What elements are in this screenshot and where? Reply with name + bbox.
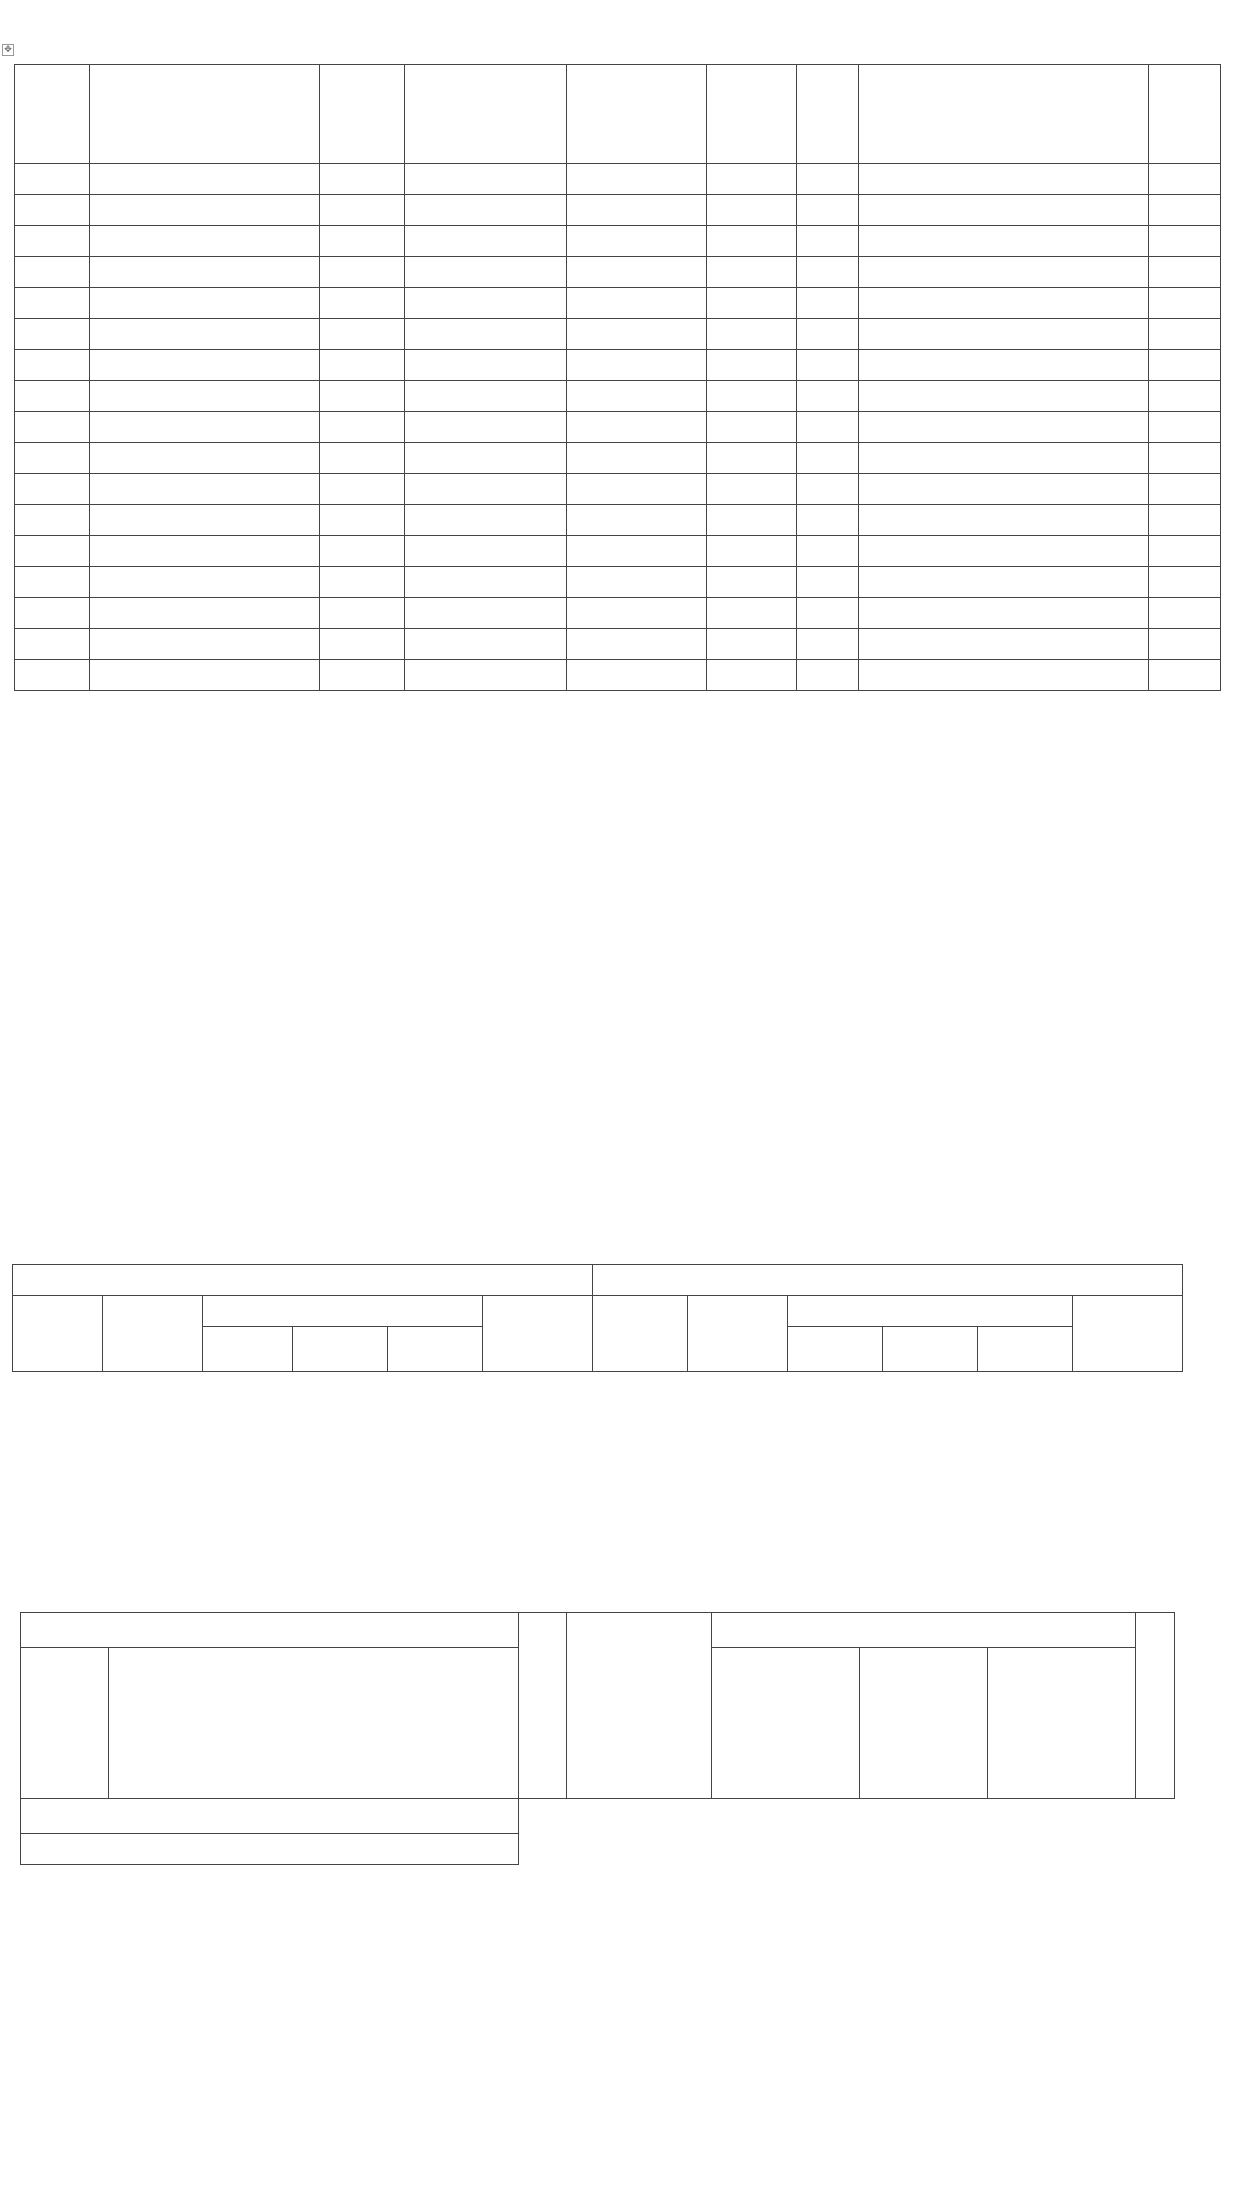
s1-cell: [90, 288, 320, 319]
s1-cell: [90, 350, 320, 381]
s1-cell: [15, 350, 90, 381]
s1-cell: [567, 381, 707, 412]
s1-cell: [320, 350, 405, 381]
s1-cell: [405, 629, 567, 660]
s1-cell: [405, 412, 567, 443]
s1-cell: [320, 381, 405, 412]
s2-group-budget: [13, 1265, 593, 1296]
s1-cell: [797, 412, 859, 443]
s1-cell: [707, 629, 797, 660]
s1-cell: [859, 660, 1149, 691]
s1-cell: [1149, 412, 1221, 443]
s1-cell: [320, 505, 405, 536]
s1-cell: [15, 195, 90, 226]
s1-cell: [405, 164, 567, 195]
s3-column-number-row: [21, 1799, 1175, 1834]
s1-cell: [859, 412, 1149, 443]
s1-cell: [90, 629, 320, 660]
s1-cell: [707, 567, 797, 598]
s1-cell: [1149, 164, 1221, 195]
s1-cell: [90, 660, 320, 691]
s1-cell: [567, 257, 707, 288]
s1-cell: [567, 505, 707, 536]
s1-cell: [320, 474, 405, 505]
s1-cell: [405, 319, 567, 350]
s1-cell: [567, 629, 707, 660]
s1-cell: [567, 319, 707, 350]
s1-h-amount-1: [320, 65, 405, 164]
s1-cell: [1149, 443, 1221, 474]
s1-cell: [859, 319, 1149, 350]
s1-cell: [707, 505, 797, 536]
s1-cell: [320, 412, 405, 443]
table-row: [15, 350, 1221, 381]
s1-cell: [320, 598, 405, 629]
s1-cell: [90, 164, 320, 195]
s2-group-final: [593, 1265, 1183, 1296]
s1-cell: [797, 350, 859, 381]
s2-h-car-final: [788, 1296, 1073, 1327]
s1-cell: [405, 195, 567, 226]
s1-cell: [567, 567, 707, 598]
s1-cell: [567, 195, 707, 226]
s1-cell: [15, 412, 90, 443]
s1-cell: [15, 257, 90, 288]
s1-cell: [90, 474, 320, 505]
s1-cell: [90, 319, 320, 350]
s1-cell: [90, 226, 320, 257]
s1-cell: [90, 598, 320, 629]
s2-h-subtotal: [203, 1327, 293, 1372]
s3-total-row: [21, 1834, 1175, 1865]
s1-cell: [707, 598, 797, 629]
s2-h-abroad-final: [688, 1296, 788, 1372]
s1-cell: [1149, 319, 1221, 350]
s1-cell: [90, 505, 320, 536]
s3-h-name: [109, 1648, 519, 1799]
s1-cell: [405, 660, 567, 691]
s1-cell: [1149, 536, 1221, 567]
s1-header-row: [15, 65, 1221, 164]
s1-cell: [1149, 474, 1221, 505]
s1-cell: [567, 288, 707, 319]
s1-cell: [797, 598, 859, 629]
s3-h-project: [988, 1648, 1136, 1799]
s3-h-spend: [712, 1613, 1136, 1648]
s1-cell: [797, 474, 859, 505]
s1-cell: [90, 536, 320, 567]
s1-cell: [320, 536, 405, 567]
s1-cell: [405, 381, 567, 412]
s1-cell: [567, 226, 707, 257]
s1-cell: [859, 381, 1149, 412]
s1-cell: [859, 288, 1149, 319]
s1-cell: [797, 257, 859, 288]
s1-cell: [405, 598, 567, 629]
table-row: [15, 474, 1221, 505]
table-row: [15, 443, 1221, 474]
s1-cell: [320, 164, 405, 195]
s1-cell: [15, 660, 90, 691]
s1-cell: [797, 536, 859, 567]
s3-h-subtotal: [712, 1648, 860, 1799]
s1-cell: [797, 629, 859, 660]
table-row: [15, 381, 1221, 412]
s1-cell: [859, 598, 1149, 629]
s1-cell: [797, 164, 859, 195]
s1-cell: [859, 505, 1149, 536]
s1-h-code-2: [405, 65, 567, 164]
s1-cell: [567, 536, 707, 567]
s3-h-basic: [860, 1648, 988, 1799]
s1-cell: [405, 536, 567, 567]
s1-cell: [707, 288, 797, 319]
s1-cell: [320, 629, 405, 660]
s1-cell: [707, 660, 797, 691]
s1-cell: [15, 598, 90, 629]
table-row: [15, 257, 1221, 288]
s2-h-car-run: [388, 1327, 483, 1372]
s1-cell: [797, 195, 859, 226]
s1-cell: [707, 164, 797, 195]
s2-table: [12, 1264, 1183, 1372]
s1-cell: [859, 443, 1149, 474]
s1-cell: [320, 226, 405, 257]
s1-cell: [1149, 598, 1221, 629]
s1-cell: [15, 474, 90, 505]
table-row: [15, 629, 1221, 660]
s3-h-begin: [519, 1613, 567, 1799]
s2-h-reception: [483, 1296, 593, 1372]
s1-cell: [567, 660, 707, 691]
s1-cell: [15, 164, 90, 195]
s1-cell: [797, 505, 859, 536]
s1-cell: [1149, 195, 1221, 226]
table-row: [15, 319, 1221, 350]
s1-cell: [1149, 505, 1221, 536]
s2-h-total: [13, 1296, 103, 1372]
s1-cell: [405, 474, 567, 505]
s3-h-item: [21, 1613, 519, 1648]
table-row: [15, 567, 1221, 598]
s1-cell: [90, 567, 320, 598]
s2-h-car-run-final: [978, 1327, 1073, 1372]
s1-cell: [90, 443, 320, 474]
s2-h-reception-final: [1073, 1296, 1183, 1372]
s1-cell: [707, 443, 797, 474]
s1-cell: [90, 195, 320, 226]
s3-h-income: [567, 1613, 712, 1799]
s1-cell: [15, 288, 90, 319]
s1-cell: [859, 536, 1149, 567]
table-row: [15, 412, 1221, 443]
move-handle-icon[interactable]: ✥: [2, 44, 14, 56]
s1-cell: [15, 319, 90, 350]
s1-cell: [797, 443, 859, 474]
s1-cell: [1149, 660, 1221, 691]
s1-cell: [707, 226, 797, 257]
table-row: [15, 660, 1221, 691]
s1-cell: [707, 412, 797, 443]
s2-h-abroad: [103, 1296, 203, 1372]
s1-h-name-3: [859, 65, 1149, 164]
s1-h-amount-2: [707, 65, 797, 164]
s1-cell: [405, 257, 567, 288]
s1-cell: [320, 257, 405, 288]
table-row: [15, 195, 1221, 226]
table-row: [15, 164, 1221, 195]
s1-cell: [90, 412, 320, 443]
s1-cell: [1149, 381, 1221, 412]
s1-cell: [405, 567, 567, 598]
s1-cell: [859, 567, 1149, 598]
s1-cell: [15, 505, 90, 536]
s1-h-code-1: [15, 65, 90, 164]
s1-cell: [859, 474, 1149, 505]
table-row: [15, 505, 1221, 536]
s1-cell: [567, 474, 707, 505]
s1-cell: [567, 412, 707, 443]
s1-cell: [1149, 226, 1221, 257]
s1-cell: [797, 319, 859, 350]
table-row: [15, 536, 1221, 567]
s1-cell: [707, 319, 797, 350]
s3-h-code: [21, 1648, 109, 1799]
s1-cell: [567, 350, 707, 381]
s1-cell: [567, 164, 707, 195]
s1-cell: [1149, 350, 1221, 381]
s1-cell: [797, 567, 859, 598]
s1-cell: [707, 195, 797, 226]
s1-cell: [15, 443, 90, 474]
s1-cell: [1149, 257, 1221, 288]
s1-cell: [859, 629, 1149, 660]
s3-table: [20, 1612, 1175, 1865]
s1-cell: [405, 350, 567, 381]
s3-h-end: [1136, 1613, 1175, 1799]
s1-cell: [15, 226, 90, 257]
s1-cell: [405, 288, 567, 319]
s1-cell: [797, 660, 859, 691]
s1-cell: [859, 164, 1149, 195]
s1-cell: [405, 226, 567, 257]
s1-cell: [15, 536, 90, 567]
s1-cell: [1149, 629, 1221, 660]
s1-cell: [90, 257, 320, 288]
s1-cell: [405, 505, 567, 536]
s2-h-car: [203, 1296, 483, 1327]
s1-h-amount-3: [1149, 65, 1221, 164]
s1-cell: [320, 660, 405, 691]
s1-cell: [90, 381, 320, 412]
s1-cell: [707, 350, 797, 381]
s1-cell: [320, 443, 405, 474]
s2-h-car-buy-final: [883, 1327, 978, 1372]
s1-cell: [707, 474, 797, 505]
s1-h-name-2: [567, 65, 707, 164]
s1-cell: [320, 567, 405, 598]
s1-cell: [320, 319, 405, 350]
s1-cell: [15, 567, 90, 598]
table-row: [15, 598, 1221, 629]
s1-cell: [15, 381, 90, 412]
s1-cell: [320, 288, 405, 319]
s1-cell: [707, 536, 797, 567]
s2-h-car-buy: [293, 1327, 388, 1372]
s1-cell: [859, 195, 1149, 226]
s1-cell: [797, 288, 859, 319]
s1-cell: [859, 226, 1149, 257]
s1-cell: [567, 443, 707, 474]
s1-cell: [797, 381, 859, 412]
s3-total-label: [21, 1834, 519, 1865]
s3-col-label: [21, 1799, 519, 1834]
table-row: [15, 288, 1221, 319]
s1-cell: [797, 226, 859, 257]
s1-cell: [859, 350, 1149, 381]
s1-cell: [320, 195, 405, 226]
table-row: [15, 226, 1221, 257]
s1-cell: [859, 257, 1149, 288]
s1-cell: [1149, 288, 1221, 319]
s1-cell: [567, 598, 707, 629]
s1-cell: [707, 257, 797, 288]
s1-cell: [15, 629, 90, 660]
s1-cell: [405, 443, 567, 474]
s1-h-code-3: [797, 65, 859, 164]
s1-cell: [1149, 567, 1221, 598]
s2-h-total-final: [593, 1296, 688, 1372]
s1-h-name-1: [90, 65, 320, 164]
s1-cell: [707, 381, 797, 412]
s1-table-top: [14, 64, 1221, 691]
s2-h-subtotal-final: [788, 1327, 883, 1372]
